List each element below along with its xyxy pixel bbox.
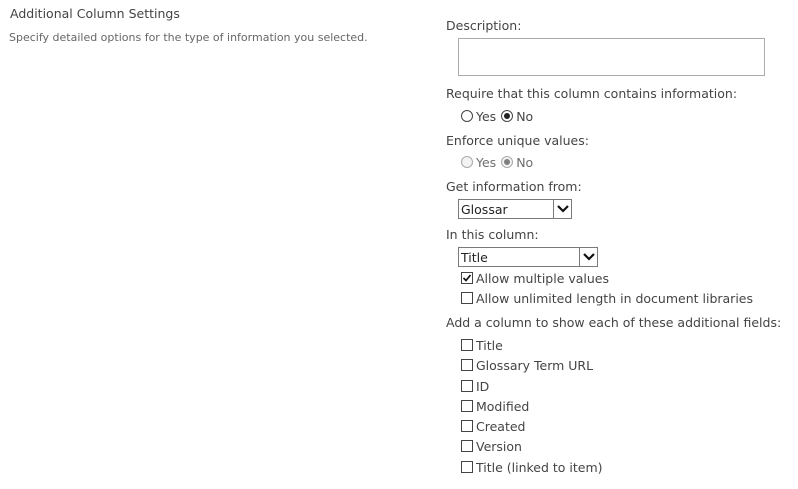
additional-field-label: ID [476, 378, 490, 394]
additional-field-row [461, 399, 529, 413]
description-label: Description: [446, 18, 522, 33]
in-column-select[interactable] [458, 247, 598, 267]
additional-field-row [461, 460, 603, 474]
additional-field-checkbox[interactable] [461, 339, 473, 351]
in-column-value: Title [461, 249, 488, 265]
require-radio-group [461, 109, 538, 123]
unique-no-label: No [516, 154, 534, 170]
allow-unlimited-checkbox[interactable] [461, 292, 473, 304]
additional-field-label: Version [476, 438, 522, 454]
description-textarea[interactable] [458, 38, 765, 76]
allow-multiple-row [461, 271, 609, 285]
allow-unlimited-row [461, 291, 753, 305]
in-column-label: In this column: [446, 227, 539, 242]
allow-multiple-label: Allow multiple values [476, 270, 610, 286]
additional-fields-label: Add a column to show each of these additional fields: [446, 315, 782, 330]
additional-field-row [461, 358, 593, 372]
require-no-label: No [516, 108, 534, 124]
additional-field-checkbox[interactable] [461, 400, 473, 412]
require-label: Require that this column contains information: [446, 86, 738, 101]
allow-unlimited-label: Allow unlimited length in document libraries [476, 290, 754, 306]
section-title: Additional Column Settings [10, 6, 180, 21]
require-yes-radio[interactable] [461, 110, 473, 122]
get-info-select[interactable] [458, 199, 572, 219]
unique-label: Enforce unique values: [446, 133, 589, 148]
check-icon [462, 273, 472, 283]
additional-field-checkbox[interactable] [461, 380, 473, 392]
additional-field-checkbox[interactable] [461, 461, 473, 473]
require-yes-label: Yes [476, 108, 497, 124]
additional-field-checkbox[interactable] [461, 359, 473, 371]
additional-field-row [461, 439, 522, 453]
additional-field-label: Created [476, 418, 526, 434]
additional-field-row [461, 419, 525, 433]
unique-radio-group [461, 155, 538, 169]
additional-field-label: Title [476, 337, 503, 353]
additional-field-label: Title (linked to item) [476, 459, 603, 475]
section-description: Specify detailed options for the type of information you selected. [9, 31, 368, 44]
additional-field-label: Glossary Term URL [476, 357, 594, 373]
additional-field-label: Modified [476, 398, 530, 414]
require-no-radio[interactable] [501, 110, 513, 122]
unique-yes-radio[interactable] [461, 156, 473, 168]
additional-field-checkbox[interactable] [461, 440, 473, 452]
get-info-label: Get information from: [446, 179, 582, 194]
unique-yes-label: Yes [476, 154, 497, 170]
additional-field-row [461, 338, 503, 352]
allow-multiple-checkbox[interactable] [461, 272, 473, 284]
chevron-down-icon[interactable] [579, 248, 597, 266]
additional-field-row [461, 379, 489, 393]
chevron-down-icon[interactable] [553, 200, 571, 218]
get-info-value: Glossar [461, 201, 508, 217]
unique-no-radio[interactable] [501, 156, 513, 168]
additional-field-checkbox[interactable] [461, 420, 473, 432]
